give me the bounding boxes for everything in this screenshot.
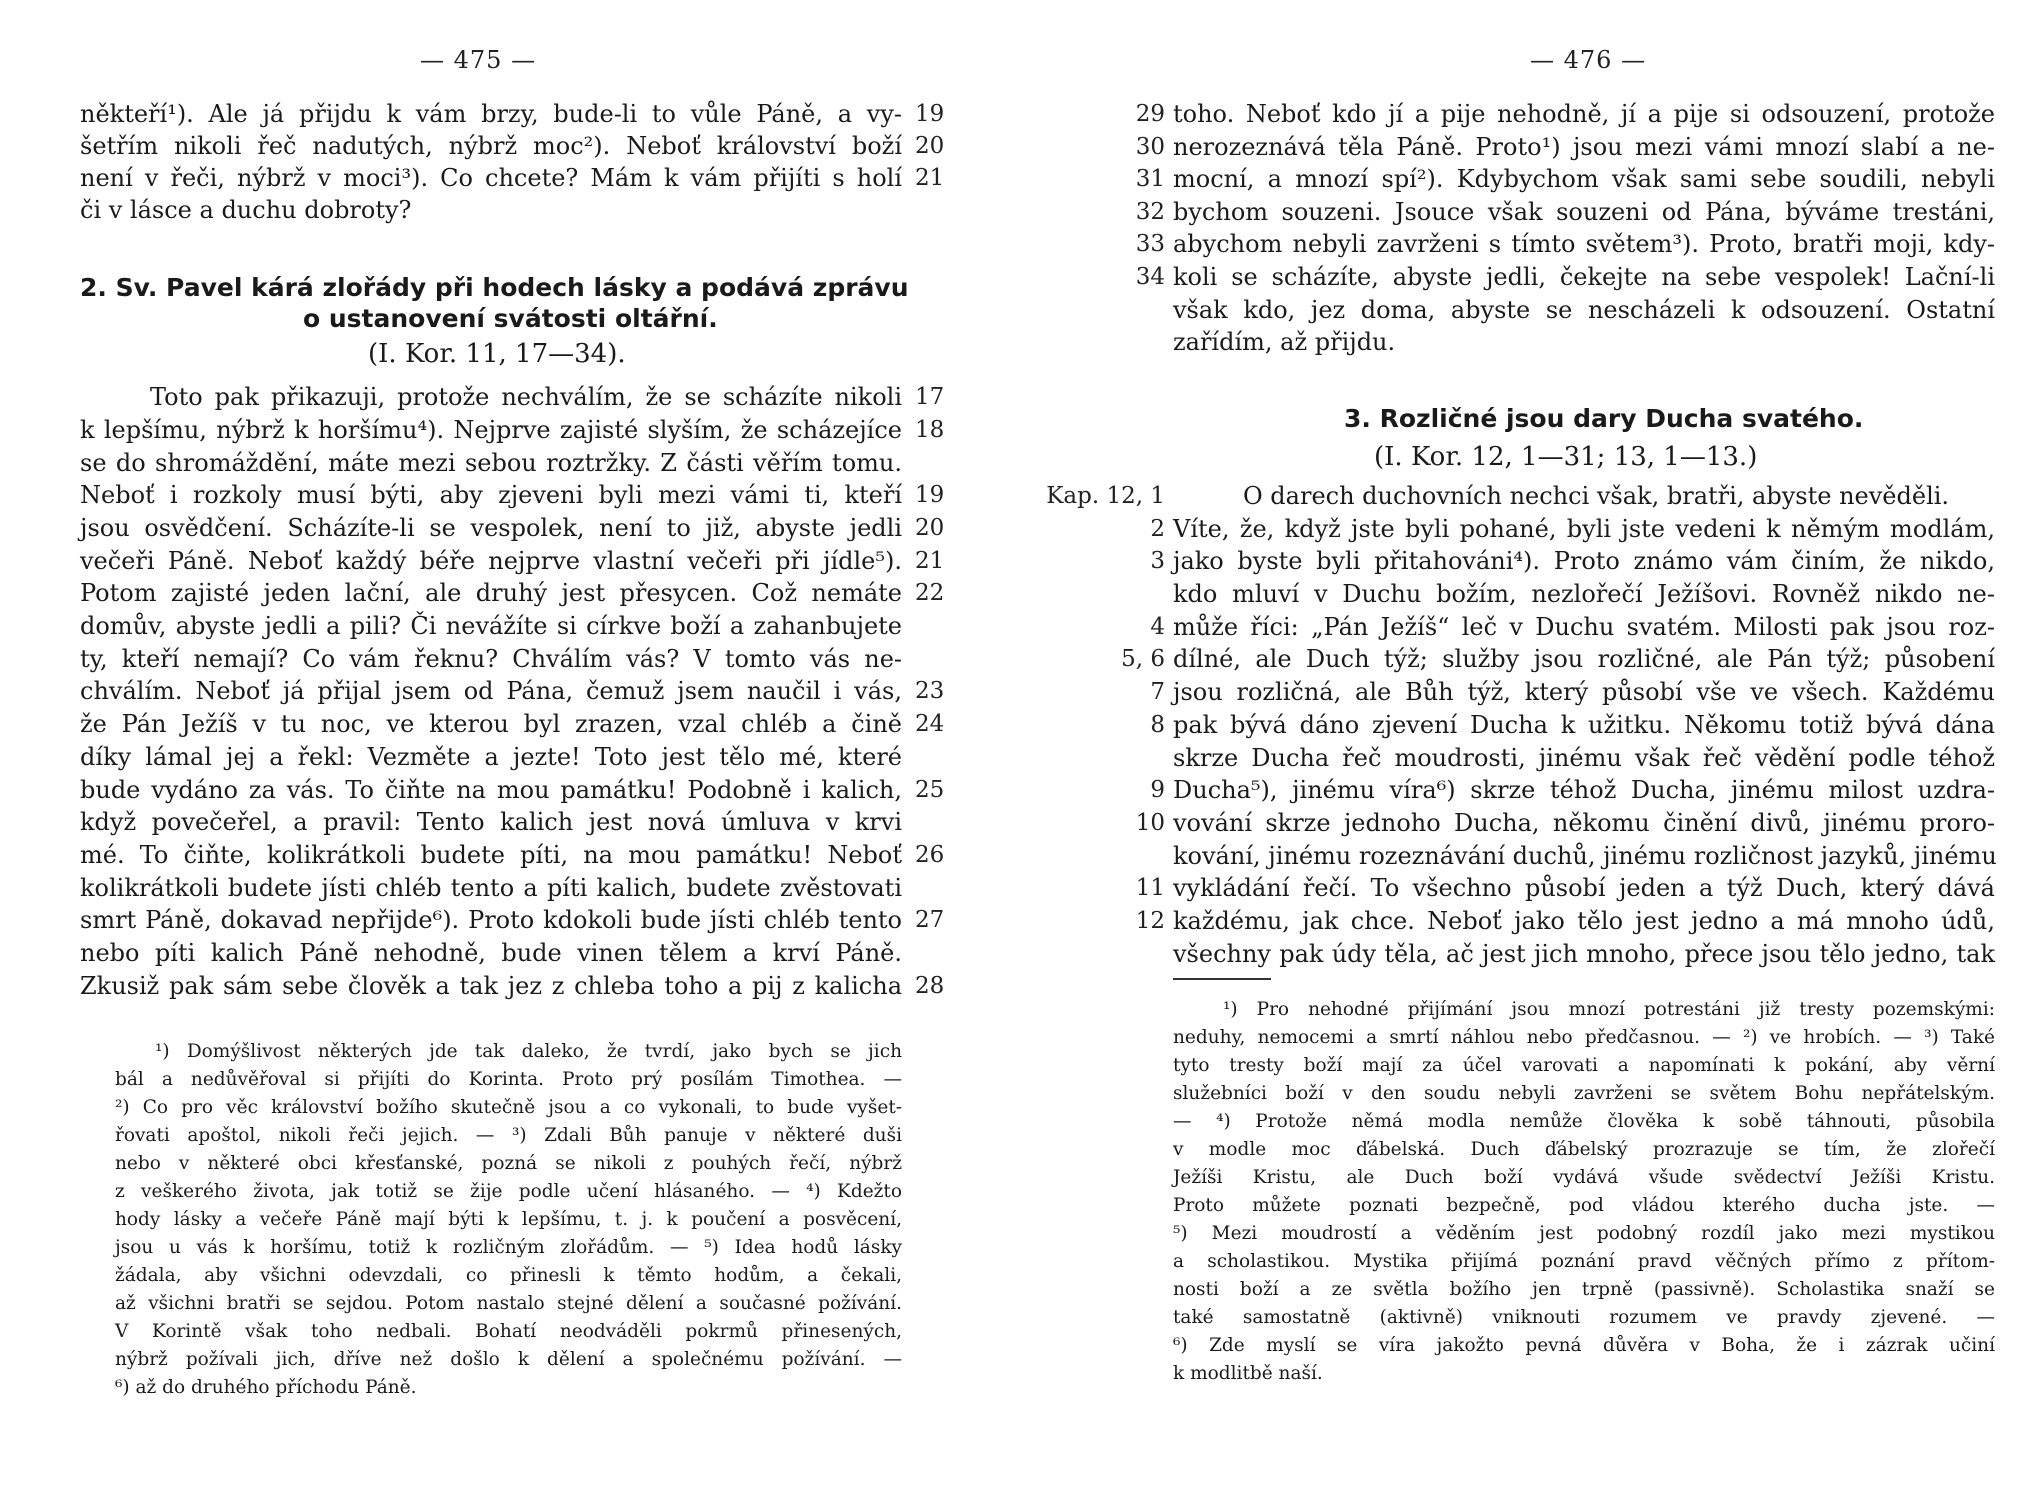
footnote-line: ¹) Domýšlivost některých jde tak daleko, že tvrdí, jako bych se jich xyxy=(155,1041,902,1062)
text-line: mé. To čiňte, kolikrátkoli budete píti, na mou památku! Neboť xyxy=(80,841,902,869)
verse-number: 10 xyxy=(1135,810,1165,836)
verse-number: 24 xyxy=(915,711,945,737)
text-line: jsou osvědčení. Scházíte-li se vespolek, není to již, abyste jedli xyxy=(80,514,902,542)
text-line: Zkusiž pak sám sebe člověk a tak jez z chleba toho a pij z kalicha xyxy=(80,972,902,1000)
footnote-line: ⁶) Zde myslí se víra jakožto pevná důvěra v Boha, že i zázrak učiní xyxy=(1173,1335,1995,1356)
footnote-line: tyto tresty boží mají za účel varovati a napomínati k pokání, aby věrní xyxy=(1173,1055,1995,1076)
text-line: se do shromáždění, máte mezi sebou roztržky. Z části věřím tomu. xyxy=(80,449,902,477)
text-line: Potom zajisté jeden lační, ale druhý jest přesycen. Což nemáte xyxy=(80,579,902,607)
footnote-line: ⁵) Mezi moudrostí a věděním jest podobný rozdíl jako mezi mystikou xyxy=(1173,1223,1995,1244)
footnote-line: nosti boží a ze světla božího jen trpně (passivně). Scholastika snaží se xyxy=(1173,1279,1995,1300)
verse-number: 18 xyxy=(915,417,945,443)
text-line: však kdo, jez doma, abyste se nescházeli k odsouzení. Ostatní xyxy=(1173,296,1995,324)
verse-number: 31 xyxy=(1135,166,1165,192)
verse-number: 23 xyxy=(915,678,945,704)
text-line: vykládání řečí. To všechno působí jeden a týž Duch, který dává xyxy=(1173,874,1995,902)
page-476 xyxy=(1010,0,2020,1500)
text-line: pak bývá dáno zjevení Ducha k užitku. Někomu totiž bývá dána xyxy=(1173,711,1995,739)
verse-number: 21 xyxy=(915,548,945,574)
footnote-line: k modlitbě naší. xyxy=(1173,1363,1323,1384)
text-line: toho. Neboť kdo jí a pije nehodně, jí a pije si odsouzení, protože xyxy=(1173,100,1995,128)
text-line: skrze Ducha řeč moudrosti, jinému však řeč vědění podle téhož xyxy=(1173,744,1995,772)
footnote-line: ²) Co pro věc království božího skutečně jsou a co vykonali, to bude vyšet- xyxy=(115,1097,902,1118)
footnote-line: Proto můžete poznati bezpečně, pod vládou kterého ducha jste. — xyxy=(1173,1195,1995,1216)
text-line: ty, kteří nemají? Co vám řeknu? Chválím vás? V tomto vás ne- xyxy=(80,645,902,673)
verse-number: 22 xyxy=(915,580,945,606)
verse-number: 12 xyxy=(1135,908,1165,934)
footnote-line: nýbrž požívali jich, dříve než došlo k dělení a společnému požívání. — xyxy=(115,1349,902,1370)
verse-number: 25 xyxy=(915,777,945,803)
text-line: může říci: „Pán Ježíš“ leč v Duchu svatém. Milosti pak jsou roz- xyxy=(1173,613,1995,641)
text-line: jako byste byli přitahováni⁴). Proto známo vám činím, že nikdo, xyxy=(1173,547,1995,575)
text-line: dílné, ale Duch týž; služby jsou rozličné, ale Pán týž; působení xyxy=(1173,645,1995,673)
verse-number: 4 xyxy=(1150,614,1165,640)
text-line: bude vydáno za vás. To čiňte na mou památku! Podobně i kalich, xyxy=(80,776,902,804)
text-line: když povečeřel, a pravil: Tento kalich jest nová úmluva v krvi xyxy=(80,808,902,836)
text-line: každému, jak chce. Neboť jako tělo jest jedno a má mnoho údů, xyxy=(1173,907,1995,935)
footnote-line: řovati apoštol, nikoli řeči jejich. — ³) Zdali Bůh panuje v některé duši xyxy=(115,1125,902,1146)
text-line: koli se scházíte, abyste jedli, čekejte na sebe vespolek! Lační-li xyxy=(1173,263,1995,291)
text-line: kdo mluví v Duchu božím, nezlořečí Ježíšovi. Rovněž nikdo ne- xyxy=(1173,580,1995,608)
footnote-line: také samostatně (aktivně) vniknouti rozumem ve pravdy zjevené. — xyxy=(1173,1307,1995,1328)
verse-number: 2 xyxy=(1150,516,1165,542)
footnote-line: Ježíši Kristu, ale Duch boží vydává všude svědectví Ježíši Kristu. xyxy=(1173,1167,1995,1188)
footnote-line: ⁶) až do druhého příchodu Páně. xyxy=(115,1377,417,1398)
section-heading: 3. Rozličné jsou dary Ducha svatého. xyxy=(1344,404,1864,433)
text-line: všechny pak údy těla, ač jest jich mnoho, přece jsou tělo jedno, tak xyxy=(1173,940,1995,968)
text-line: Toto pak přikazuji, protože nechválím, že se scházíte nikoli xyxy=(150,383,902,411)
text-line: kování, jinému rozeznávání duchů, jinému rozličnost jazyků, jinému xyxy=(1173,842,1997,870)
footnote-line: až všichni bratři se sejdou. Potom nastalo stejné dělení a současné požívání. xyxy=(115,1293,902,1314)
text-line: zařídím, až přijdu. xyxy=(1173,328,1396,356)
footnote-line: nebo v některé obci křesťanské, pozná se nikoli z pouhých řečí, nýbrž xyxy=(115,1153,902,1174)
verse-number: 30 xyxy=(1135,134,1165,160)
verse-number: 33 xyxy=(1135,231,1165,257)
section-heading: o ustanovení svátosti oltářní. xyxy=(303,304,718,333)
text-line: O darech duchovních nechci však, bratři, abyste nevěděli. xyxy=(1243,482,1950,510)
footnote-line: v modle moc ďábelská. Duch ďábelský prozrazuje se tím, že zlořečí xyxy=(1173,1139,1995,1160)
text-line: bychom souzeni. Jsouce však souzeni od Pána, býváme trestáni, xyxy=(1173,198,1995,226)
footnote-line: a scholastikou. Mystika přijímá poznání pravd věčných přímo z přítom- xyxy=(1173,1251,1995,1272)
text-line: nerozeznává těla Páně. Proto¹) jsou mezi vámi mnozí slabí a ne- xyxy=(1173,133,1995,161)
verse-number: 28 xyxy=(915,973,945,999)
scripture-reference: (I. Kor. 12, 1—31; 13, 1—13.) xyxy=(1374,442,1758,472)
footnote-line: bál a nedůvěřoval si přijíti do Korinta. Proto prý posílám Timothea. — xyxy=(115,1069,902,1090)
verse-number: 19 xyxy=(915,101,945,127)
verse-number: 32 xyxy=(1135,199,1165,225)
footnote-divider xyxy=(1173,978,1271,980)
footnote-line: V Korintě však toho nedbali. Bohatí neodváděli pokrmů přinesených, xyxy=(115,1321,902,1342)
text-line: k lepšímu, nýbrž k horšímu⁴). Nejprve zajisté slyším, že scházejíce xyxy=(80,416,902,444)
text-line: kolikrátkoli budete jísti chléb tento a píti kalich, budete zvěstovati xyxy=(80,874,902,902)
text-line: díky lámal jej a řekl: Vezměte a jezte! Toto jest tělo mé, které xyxy=(80,743,902,771)
footnote-line: služebníci boží v den soudu nebyli zavrženi se světem Bohu nepřátelským. xyxy=(1173,1083,1995,1104)
footnote-line: ¹) Pro nehodné přijímání jsou mnozí potrestáni již tresty pozemskými: xyxy=(1223,999,1995,1020)
verse-number: 17 xyxy=(915,384,945,410)
text-line: nebo píti kalich Páně nehodně, bude vinen tělem a krví Páně. xyxy=(80,939,902,967)
footnote-line: — ⁴) Protože němá modla nemůže člověka k sobě táhnouti, působila xyxy=(1173,1111,1995,1132)
verse-number: 29 xyxy=(1135,101,1165,127)
page-number: — 476 — xyxy=(1530,46,1647,74)
verse-number: 3 xyxy=(1150,548,1165,574)
verse-number: 5, 6 xyxy=(1121,646,1165,672)
text-line: Víte, že, když jste byli pohané, byli jste vedeni k němým modlám, xyxy=(1173,515,1995,543)
text-line: abychom nebyli zavrženi s tímto světem³). Proto, bratři moji, kdy- xyxy=(1173,230,1995,258)
text-line: večeři Páně. Neboť každý béře nejprve vlastní večeři při jídle⁵). xyxy=(80,547,902,575)
text-line: někteří¹). Ale já přijdu k vám brzy, bude-li to vůle Páně, a vy- xyxy=(80,100,902,128)
text-line: smrt Páně, dokavad nepřijde⁶). Proto kdokoli bude jísti chléb tento xyxy=(80,906,902,934)
verse-number: 7 xyxy=(1150,679,1165,705)
verse-number: 20 xyxy=(915,133,945,159)
text-line: Ducha⁵), jinému víra⁶) skrze téhož Ducha, jinému milost uzdra- xyxy=(1173,776,1995,804)
text-line: Neboť i rozkoly musí býti, aby zjeveni byli mezi vámi ti, kteří xyxy=(80,481,902,509)
verse-number: 19 xyxy=(915,482,945,508)
scripture-reference: (I. Kor. 11, 17—34). xyxy=(368,339,626,369)
footnote-line: z veškerého života, jak totiž se žije podle učení hlásaného. — ⁴) Kdežto xyxy=(115,1181,902,1202)
footnote-line: hody lásky a večeře Páně mají býti k lepšímu, t. j. k poučení a posvěcení, xyxy=(115,1209,902,1230)
text-line: či v lásce a duchu dobroty? xyxy=(80,196,412,224)
text-line: chválím. Neboť já přijal jsem od Pána, čemuž jsem naučil i vás, xyxy=(80,677,902,705)
text-line: vování skrze jednoho Ducha, někomu činění divů, jinému proro- xyxy=(1173,809,1995,837)
verse-number: 26 xyxy=(915,842,945,868)
text-line: šetřím nikoli řeč nadutých, nýbrž moc²). Neboť království boží xyxy=(80,132,902,160)
verse-number: Kap. 12, 1 xyxy=(1046,483,1165,509)
verse-number: 21 xyxy=(915,165,945,191)
text-line: že Pán Ježíš v tu noc, ve kterou byl zrazen, vzal chléb a čině xyxy=(80,710,902,738)
verse-number: 11 xyxy=(1135,875,1165,901)
page-number: — 475 — xyxy=(420,46,537,74)
text-line: domův, abyste jedli a pili? Či nevážíte si církve boží a zahanbujete xyxy=(80,612,902,640)
text-line: není v řeči, nýbrž v moci³). Co chcete? Mám k vám přijíti s holí xyxy=(80,164,902,192)
footnote-line: žádala, aby všichni odevzdali, co přinesli k těmto hodům, a čekali, xyxy=(115,1265,902,1286)
text-line: jsou rozličná, ale Bůh týž, který působí vše ve všech. Každému xyxy=(1173,678,1995,706)
text-line: mocní, a mnozí spí²). Kdybychom však sami sebe soudili, nebyli xyxy=(1173,165,1995,193)
footnote-line: neduhy, nemocemi a smrtí náhlou nebo předčasnou. — ²) ve hrobích. — ³) Také xyxy=(1173,1027,1995,1048)
verse-number: 9 xyxy=(1150,777,1165,803)
footnote-line: jsou u vás k horšímu, totiž k rozličným zlořádům. — ⁵) Idea hodů lásky xyxy=(115,1237,902,1258)
verse-number: 20 xyxy=(915,515,945,541)
verse-number: 27 xyxy=(915,907,945,933)
verse-number: 34 xyxy=(1135,264,1165,290)
section-heading: 2. Sv. Pavel kárá zlořády při hodech lásky a podává zprávu xyxy=(80,273,909,302)
verse-number: 8 xyxy=(1150,712,1165,738)
